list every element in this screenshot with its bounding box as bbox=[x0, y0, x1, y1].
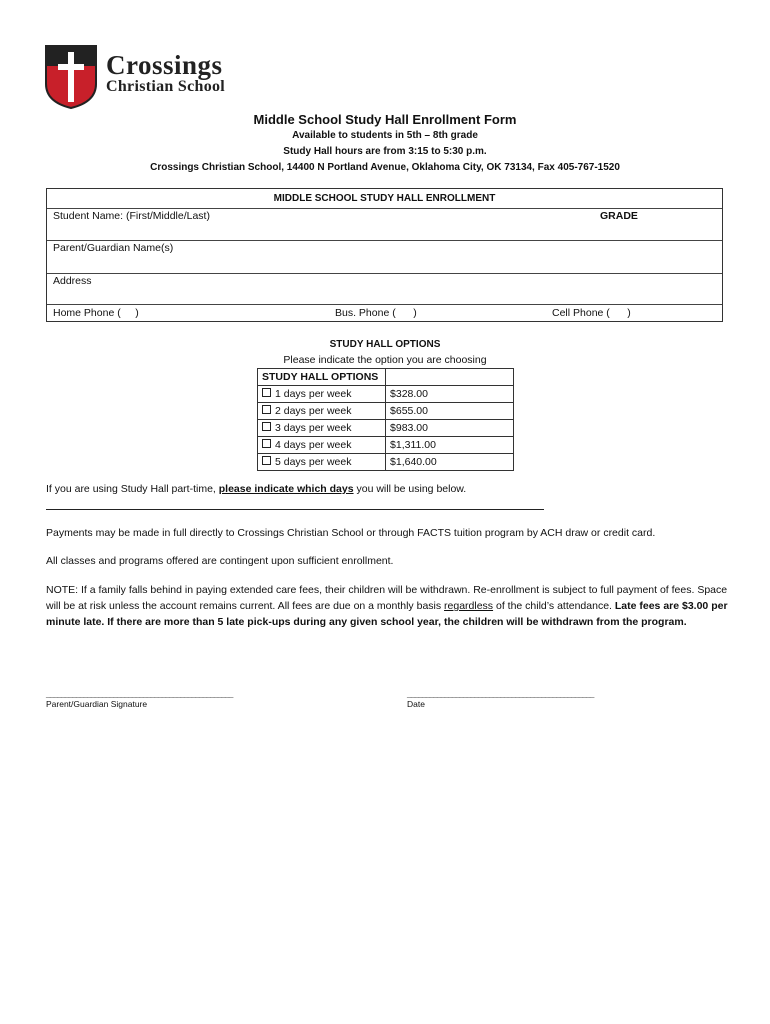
hours-text: Study Hall hours are from 3:15 to 5:30 p.m. bbox=[283, 146, 487, 157]
option-label: 3 days per week bbox=[275, 422, 352, 434]
bus-phone-field[interactable]: Bus. Phone ( ) bbox=[335, 307, 417, 319]
checkbox-icon[interactable] bbox=[262, 422, 271, 431]
option-row[interactable] bbox=[258, 420, 514, 437]
option-price: $328.00 bbox=[386, 386, 514, 403]
parttime-emphasis: please indicate which days bbox=[218, 483, 354, 495]
address-field[interactable]: Address bbox=[53, 275, 92, 287]
option-label: 2 days per week bbox=[275, 405, 352, 417]
options-instruction: Please indicate the option you are choosing bbox=[283, 354, 487, 366]
date-label: Date bbox=[407, 699, 425, 709]
option-label: 1 days per week bbox=[275, 388, 352, 400]
enrollment-box bbox=[46, 188, 723, 322]
form-title: Middle School Study Hall Enrollment Form bbox=[253, 112, 517, 127]
payments-note: Payments may be made in full directly to Crossings Christian School or through FACTS tuition program by ACH draw or credit card. bbox=[46, 527, 656, 539]
logo-name-line1: Crossings bbox=[106, 50, 223, 80]
checkbox-icon[interactable] bbox=[262, 439, 271, 448]
enrollment-heading: MIDDLE SCHOOL STUDY HALL ENROLLMENT bbox=[273, 193, 496, 204]
option-row[interactable] bbox=[258, 403, 514, 420]
date-line[interactable]: __________________________________________________ bbox=[407, 688, 594, 698]
cross-shield-icon bbox=[44, 44, 98, 110]
student-name-field[interactable]: Student Name: (First/Middle/Last) bbox=[53, 210, 210, 222]
school-address: Crossings Christian School, 14400 N Portland Avenue, Oklahoma City, OK 73134, Fax 405-767-1520 bbox=[150, 162, 620, 173]
home-phone-field[interactable]: Home Phone ( ) bbox=[53, 307, 139, 319]
options-heading: STUDY HALL OPTIONS bbox=[329, 339, 441, 350]
options-table-header: STUDY HALL OPTIONS bbox=[258, 369, 386, 386]
option-label: 5 days per week bbox=[275, 456, 352, 468]
checkbox-icon[interactable] bbox=[262, 456, 271, 465]
option-row[interactable] bbox=[258, 437, 514, 454]
option-price: $1,640.00 bbox=[386, 454, 514, 471]
checkbox-icon[interactable] bbox=[262, 405, 271, 414]
option-price: $655.00 bbox=[386, 403, 514, 420]
grade-field[interactable]: GRADE bbox=[600, 210, 638, 222]
availability-text: Available to students in 5th – 8th grade bbox=[292, 130, 478, 141]
cell-phone-field[interactable]: Cell Phone ( ) bbox=[552, 307, 631, 319]
days-entry-line[interactable] bbox=[46, 509, 544, 510]
parent-signature-label: Parent/Guardian Signature bbox=[46, 699, 148, 709]
option-price: $983.00 bbox=[386, 420, 514, 437]
option-row[interactable] bbox=[258, 386, 514, 403]
withdrawal-note: NOTE: If a family falls behind in paying extended care fees, their children will be withdrawn. Re-enrollment is subject to full payment of fees. Space will be at risk unless the account remains current. All fees are due on a monthly basis regardless of the child’s attendance. Late fees are $3.00 per minute late. If there are more than 5 late pick-ups during any given school year, the children will be withdrawn from the program. bbox=[46, 584, 728, 628]
school-logo bbox=[44, 44, 264, 112]
option-price: $1,311.00 bbox=[386, 437, 514, 454]
options-table bbox=[257, 368, 514, 471]
option-label: 4 days per week bbox=[275, 439, 352, 451]
contingent-note: All classes and programs offered are contingent upon sufficient enrollment. bbox=[46, 555, 394, 567]
parttime-instruction: If you are using Study Hall part-time, please indicate which days you will be using below. bbox=[46, 483, 467, 495]
parent-name-field[interactable]: Parent/Guardian Name(s) bbox=[53, 242, 174, 254]
logo-name-line2: Christian School bbox=[106, 78, 226, 95]
checkbox-icon[interactable] bbox=[262, 388, 271, 397]
option-row[interactable] bbox=[258, 454, 514, 471]
parent-signature-line[interactable]: __________________________________________________ bbox=[46, 688, 233, 698]
